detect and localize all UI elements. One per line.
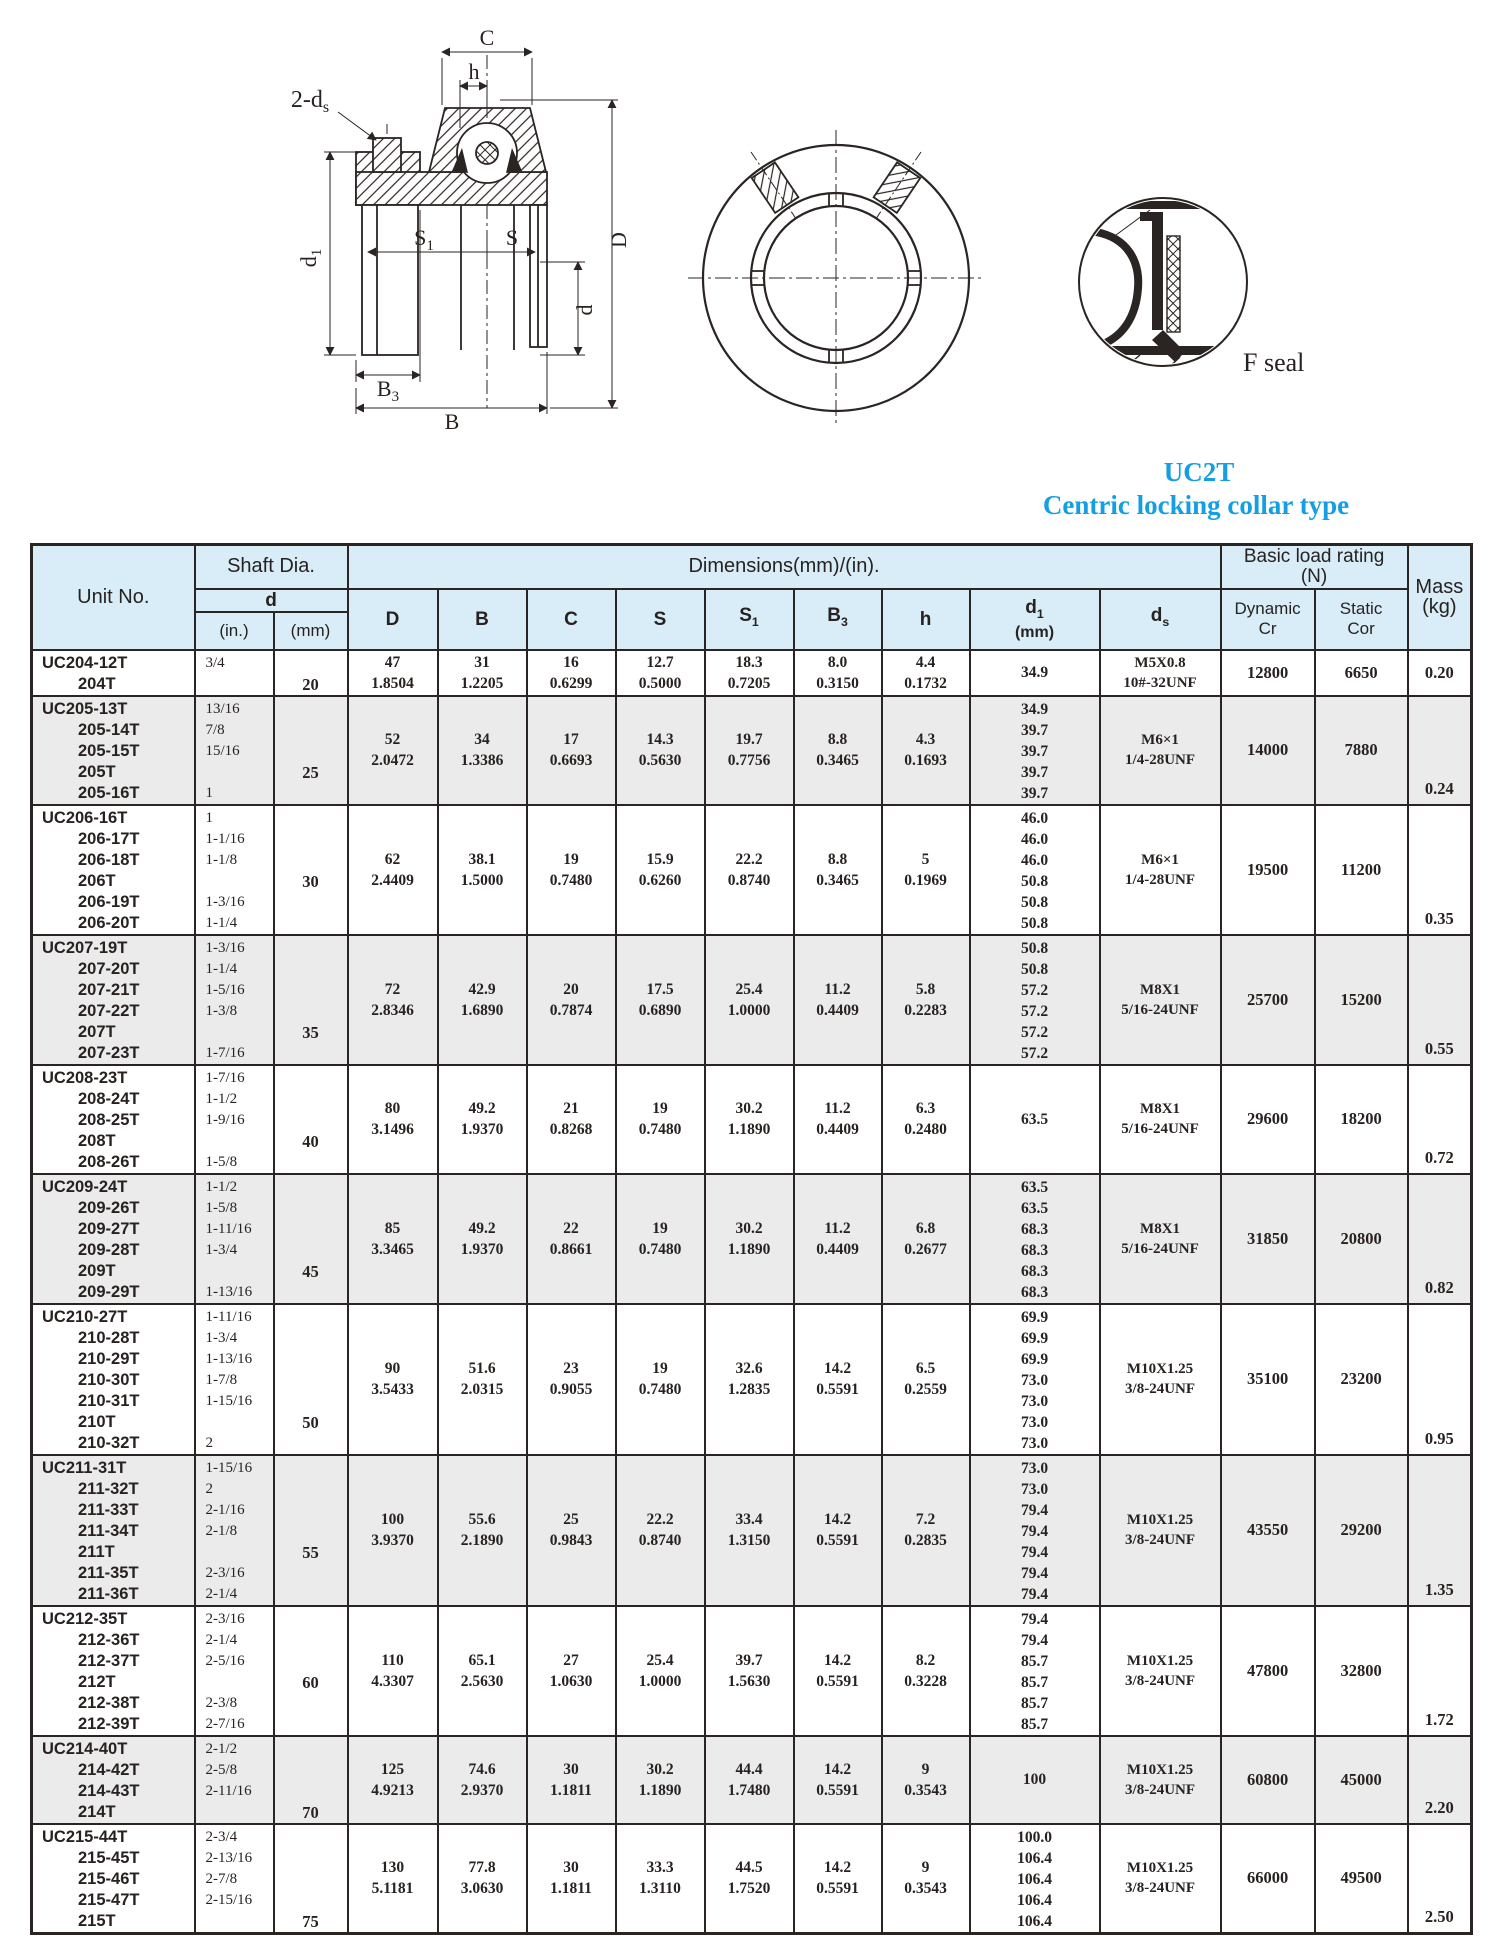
col-header-static-cor: Static Cor: [1315, 589, 1408, 650]
dim-label-C: C: [479, 25, 495, 50]
static-cor-cell: 7880: [1315, 696, 1408, 805]
dim-B-cell: 49.2 1.9370: [438, 1174, 527, 1304]
dim-S1-cell: 18.3 0.7205: [705, 650, 794, 696]
table-row-group-UC212-35T: [32, 1606, 1472, 1736]
dim-S-cell: 25.4 1.0000: [616, 1606, 705, 1736]
dim-D-cell: 125 4.9213: [348, 1736, 438, 1824]
shaft-dia-mm-cell: 70: [274, 1736, 348, 1824]
shaft-dia-mm-cell: 45: [274, 1174, 348, 1304]
dim-C-cell: 30 1.1811: [527, 1824, 616, 1934]
dim-S-cell: 14.3 0.5630: [616, 696, 705, 805]
table-row-group-UC210-27T: [32, 1304, 1472, 1455]
shaft-dia-mm-cell: 50: [274, 1304, 348, 1455]
mass-cell: 2.20: [1408, 1736, 1472, 1824]
mass-cell: 0.24: [1408, 696, 1472, 805]
shaft-dia-in-cell: 2-3/4 2-13/16 2-7/8 2-15/16: [195, 1824, 274, 1934]
dim-S-cell: 30.2 1.1890: [616, 1736, 705, 1824]
shaft-dia-in-cell: 2-1/2 2-5/8 2-11/16: [195, 1736, 274, 1824]
dim-ds-cell: M8X1 5/16-24UNF: [1100, 1065, 1221, 1174]
dim-C-cell: 23 0.9055: [527, 1304, 616, 1455]
dim-d1-cell: 63.5 63.5 68.3 68.3 68.3 68.3: [970, 1174, 1100, 1304]
dim-d1-cell: 100.0 106.4 106.4 106.4 106.4: [970, 1824, 1100, 1934]
unit-no-cell: UC205-13T 205-14T 205-15T 205T 205-16T: [32, 696, 195, 805]
static-cor-cell: 29200: [1315, 1455, 1408, 1606]
dim-d1-cell: 34.9: [970, 650, 1100, 696]
dim-S1-cell: 25.4 1.0000: [705, 935, 794, 1065]
dim-label-B: B: [444, 409, 460, 434]
dim-ds-cell: M10X1.25 3/8-24UNF: [1100, 1304, 1221, 1455]
dim-h-cell: 6.3 0.2480: [882, 1065, 970, 1174]
dim-D-cell: 80 3.1496: [348, 1065, 438, 1174]
cross-section-view: [356, 55, 547, 408]
dynamic-cr-cell: 60800: [1221, 1736, 1315, 1824]
shaft-dia-mm-cell: 25: [274, 696, 348, 805]
dim-B3-cell: 14.2 0.5591: [794, 1455, 882, 1606]
table-row-group-UC214-40T: [32, 1736, 1472, 1824]
table-row-group-UC211-31T: [32, 1455, 1472, 1606]
col-header-shaft-dia: Shaft Dia.: [195, 545, 348, 589]
dim-S1-cell: 30.2 1.1890: [705, 1174, 794, 1304]
dim-label-h: h: [468, 59, 480, 84]
dim-S1-cell: 30.2 1.1890: [705, 1065, 794, 1174]
dim-d1-cell: 50.8 50.8 57.2 57.2 57.2 57.2: [970, 935, 1100, 1065]
col-header-d: d: [195, 589, 348, 612]
table-row-group-UC207-19T: [32, 935, 1472, 1065]
dim-C-cell: 17 0.6693: [527, 696, 616, 805]
series-type-name: Centric locking collar type: [1042, 490, 1350, 520]
dim-d1-cell: 46.0 46.0 46.0 50.8 50.8 50.8: [970, 805, 1100, 935]
col-header-mass: Mass (kg): [1408, 545, 1472, 650]
dim-B-cell: 55.6 2.1890: [438, 1455, 527, 1606]
unit-no-cell: UC207-19T 207-20T 207-21T 207-22T 207T 207-23T: [32, 935, 195, 1065]
dim-B3-cell: 8.0 0.3150: [794, 650, 882, 696]
table-row-group-UC215-44T: [32, 1824, 1472, 1934]
unit-no-cell: UC208-23T 208-24T 208-25T 208T 208-26T: [32, 1065, 195, 1174]
dim-C-cell: 20 0.7874: [527, 935, 616, 1065]
mass-cell: 0.20: [1408, 650, 1472, 696]
dim-D-cell: 90 3.5433: [348, 1304, 438, 1455]
col-header-C: C: [527, 589, 616, 650]
dim-S1-cell: 19.7 0.7756: [705, 696, 794, 805]
static-cor-cell: 49500: [1315, 1824, 1408, 1934]
shaft-dia-mm-cell: 60: [274, 1606, 348, 1736]
col-header-h: h: [882, 589, 970, 650]
dim-C-cell: 21 0.8268: [527, 1065, 616, 1174]
shaft-dia-in-cell: 1-15/16 2 2-1/16 2-1/8 2-3/16 2-1/4: [195, 1455, 274, 1606]
dim-B3-cell: 14.2 0.5591: [794, 1606, 882, 1736]
dim-h-cell: 7.2 0.2835: [882, 1455, 970, 1606]
unit-no-cell: UC212-35T 212-36T 212-37T 212T 212-38T 212-39T: [32, 1606, 195, 1736]
mass-cell: 0.95: [1408, 1304, 1472, 1455]
dim-S-cell: 19 0.7480: [616, 1065, 705, 1174]
dim-ds-cell: M10X1.25 3/8-24UNF: [1100, 1455, 1221, 1606]
col-header-dynamic-cr: Dynamic Cr: [1221, 589, 1315, 650]
dynamic-cr-cell: 35100: [1221, 1304, 1315, 1455]
dim-S1-cell: 32.6 1.2835: [705, 1304, 794, 1455]
table-row-group-UC208-23T: [32, 1065, 1472, 1174]
unit-no-cell: UC211-31T 211-32T 211-33T 211-34T 211T 211-35T 211-36T: [32, 1455, 195, 1606]
dim-S-cell: 33.3 1.3110: [616, 1824, 705, 1934]
dim-label-S: S: [505, 225, 519, 250]
set-screw-left: [739, 144, 806, 225]
dim-B-cell: 42.9 1.6890: [438, 935, 527, 1065]
shaft-dia-in-cell: 13/16 7/8 15/16 1: [195, 696, 274, 805]
dim-d1-cell: 73.0 73.0 79.4 79.4 79.4 79.4 79.4: [970, 1455, 1100, 1606]
dim-label-S1: $S_1$: [414, 225, 434, 254]
shaft-dia-mm-cell: 30: [274, 805, 348, 935]
dim-B-cell: 38.1 1.5000: [438, 805, 527, 935]
dim-d1-cell: 69.9 69.9 69.9 73.0 73.0 73.0 73.0: [970, 1304, 1100, 1455]
dim-h-cell: 4.4 0.1732: [882, 650, 970, 696]
dim-ds-cell: M6×1 1/4-28UNF: [1100, 696, 1221, 805]
seal-label: F seal: [1243, 348, 1305, 377]
col-header-dimensions: Dimensions(mm)/(in).: [348, 545, 1221, 589]
table-row-group-UC206-16T: [32, 805, 1472, 935]
dim-label-d: d: [572, 304, 597, 316]
dim-B-cell: 51.6 2.0315: [438, 1304, 527, 1455]
dim-ds-cell: M5X0.8 10#-32UNF: [1100, 650, 1221, 696]
dim-C-cell: 16 0.6299: [527, 650, 616, 696]
dim-D-cell: 72 2.8346: [348, 935, 438, 1065]
shaft-dia-mm-cell: 55: [274, 1455, 348, 1606]
dim-h-cell: 4.3 0.1693: [882, 696, 970, 805]
dim-h-cell: 9 0.3543: [882, 1824, 970, 1934]
seal-detail-view: [1079, 198, 1304, 385]
dim-label-D: D: [606, 232, 631, 248]
table-row-group-UC205-13T: [32, 696, 1472, 805]
dim-d1-cell: 100: [970, 1736, 1100, 1824]
unit-no-cell: UC209-24T 209-26T 209-27T 209-28T 209T 209-29T: [32, 1174, 195, 1304]
dim-h-cell: 9 0.3543: [882, 1736, 970, 1824]
spec-table: [30, 543, 1473, 1935]
dim-S1-cell: 44.4 1.7480: [705, 1736, 794, 1824]
dim-B3-cell: 11.2 0.4409: [794, 1174, 882, 1304]
dynamic-cr-cell: 43550: [1221, 1455, 1315, 1606]
dim-S1-cell: 44.5 1.7520: [705, 1824, 794, 1934]
front-view: [688, 130, 984, 426]
col-header-ds: $d_s$: [1100, 589, 1221, 650]
dim-ds-cell: M10X1.25 3/8-24UNF: [1100, 1736, 1221, 1824]
dynamic-cr-cell: 66000: [1221, 1824, 1315, 1934]
unit-no-cell: UC206-16T 206-17T 206-18T 206T 206-19T 206-20T: [32, 805, 195, 935]
dim-S1-cell: 39.7 1.5630: [705, 1606, 794, 1736]
dim-C-cell: 30 1.1811: [527, 1736, 616, 1824]
shaft-dia-mm-cell: 20: [274, 650, 348, 696]
dim-B3-cell: 8.8 0.3465: [794, 696, 882, 805]
dim-B-cell: 77.8 3.0630: [438, 1824, 527, 1934]
dim-d1-cell: 63.5: [970, 1065, 1100, 1174]
dim-C-cell: 22 0.8661: [527, 1174, 616, 1304]
dim-B-cell: 49.2 1.9370: [438, 1065, 527, 1174]
col-header-mm: (mm): [274, 612, 348, 650]
dim-label-2ds: $2-d_s$: [290, 87, 330, 116]
spec-table-wrap: [30, 543, 1473, 1935]
dim-d1-cell: 79.4 79.4 85.7 85.7 85.7 85.7: [970, 1606, 1100, 1736]
mass-cell: 1.35: [1408, 1455, 1472, 1606]
dim-ds-cell: M8X1 5/16-24UNF: [1100, 935, 1221, 1065]
dim-label-d1: $d_1$: [296, 248, 325, 268]
static-cor-cell: 6650: [1315, 650, 1408, 696]
dim-h-cell: 6.8 0.2677: [882, 1174, 970, 1304]
col-header-D: D: [348, 589, 438, 650]
shaft-dia-in-cell: 3/4: [195, 650, 274, 696]
dim-D-cell: 52 2.0472: [348, 696, 438, 805]
dim-D-cell: 85 3.3465: [348, 1174, 438, 1304]
mass-cell: 0.72: [1408, 1065, 1472, 1174]
dynamic-cr-cell: 12800: [1221, 650, 1315, 696]
dim-B3-cell: 11.2 0.4409: [794, 935, 882, 1065]
dim-B3-cell: 11.2 0.4409: [794, 1065, 882, 1174]
dim-B3-cell: 14.2 0.5591: [794, 1736, 882, 1824]
dim-C-cell: 25 0.9843: [527, 1455, 616, 1606]
dim-B-cell: 34 1.3386: [438, 696, 527, 805]
col-header-B3: $B_3$: [794, 589, 882, 650]
dim-B3-cell: 8.8 0.3465: [794, 805, 882, 935]
mass-cell: 1.72: [1408, 1606, 1472, 1736]
dynamic-cr-cell: 19500: [1221, 805, 1315, 935]
dim-B3-cell: 14.2 0.5591: [794, 1824, 882, 1934]
dim-D-cell: 130 5.1181: [348, 1824, 438, 1934]
dim-B3-cell: 14.2 0.5591: [794, 1304, 882, 1455]
dim-ds-cell: M6×1 1/4-28UNF: [1100, 805, 1221, 935]
dynamic-cr-cell: 31850: [1221, 1174, 1315, 1304]
col-header-unit-no: Unit No.: [32, 545, 195, 650]
dim-h-cell: 8.2 0.3228: [882, 1606, 970, 1736]
set-screw-right: [865, 144, 932, 225]
static-cor-cell: 23200: [1315, 1304, 1408, 1455]
static-cor-cell: 45000: [1315, 1736, 1408, 1824]
col-header-S1: $S_1$: [705, 589, 794, 650]
dim-S-cell: 22.2 0.8740: [616, 1455, 705, 1606]
mass-cell: 0.82: [1408, 1174, 1472, 1304]
series-title: [1043, 457, 1349, 520]
dim-ds-cell: M10X1.25 3/8-24UNF: [1100, 1824, 1221, 1934]
mass-cell: 2.50: [1408, 1824, 1472, 1934]
dim-S-cell: 19 0.7480: [616, 1304, 705, 1455]
dim-ds-cell: M10X1.25 3/8-24UNF: [1100, 1606, 1221, 1736]
table-row-group-UC204-12T: [32, 650, 1472, 696]
dim-B-cell: 74.6 2.9370: [438, 1736, 527, 1824]
dim-d1-cell: 34.9 39.7 39.7 39.7 39.7: [970, 696, 1100, 805]
dynamic-cr-cell: 29600: [1221, 1065, 1315, 1174]
table-row-group-UC209-24T: [32, 1174, 1472, 1304]
dim-S1-cell: 22.2 0.8740: [705, 805, 794, 935]
bearing-drawing: [0, 0, 1497, 540]
dynamic-cr-cell: 14000: [1221, 696, 1315, 805]
dim-ds-cell: M8X1 5/16-24UNF: [1100, 1174, 1221, 1304]
spec-table-head: [32, 545, 1472, 650]
unit-no-cell: UC204-12T 204T: [32, 650, 195, 696]
dim-D-cell: 62 2.4409: [348, 805, 438, 935]
shaft-dia-mm-cell: 75: [274, 1824, 348, 1934]
dim-C-cell: 19 0.7480: [527, 805, 616, 935]
dynamic-cr-cell: 47800: [1221, 1606, 1315, 1736]
col-header-B: B: [438, 589, 527, 650]
dynamic-cr-cell: 25700: [1221, 935, 1315, 1065]
unit-no-cell: UC215-44T 215-45T 215-46T 215-47T 215T: [32, 1824, 195, 1934]
static-cor-cell: 32800: [1315, 1606, 1408, 1736]
mass-cell: 0.55: [1408, 935, 1472, 1065]
static-cor-cell: 15200: [1315, 935, 1408, 1065]
dim-S-cell: 19 0.7480: [616, 1174, 705, 1304]
shaft-dia-in-cell: 2-3/16 2-1/4 2-5/16 2-3/8 2-7/16: [195, 1606, 274, 1736]
series-model: UC2T: [1163, 457, 1235, 487]
mass-cell: 0.35: [1408, 805, 1472, 935]
dim-B-cell: 65.1 2.5630: [438, 1606, 527, 1736]
dim-S1-cell: 33.4 1.3150: [705, 1455, 794, 1606]
static-cor-cell: 18200: [1315, 1065, 1408, 1174]
shaft-dia-mm-cell: 35: [274, 935, 348, 1065]
col-header-in: (in.): [195, 612, 274, 650]
unit-no-cell: UC210-27T 210-28T 210-29T 210-30T 210-31T 210T 210-32T: [32, 1304, 195, 1455]
col-header-S: S: [616, 589, 705, 650]
shaft-dia-in-cell: 1-1/2 1-5/8 1-11/16 1-3/4 1-13/16: [195, 1174, 274, 1304]
dim-C-cell: 27 1.0630: [527, 1606, 616, 1736]
shaft-dia-in-cell: 1 1-1/16 1-1/8 1-3/16 1-1/4: [195, 805, 274, 935]
dim-D-cell: 47 1.8504: [348, 650, 438, 696]
spec-table-body: [32, 650, 1472, 1934]
dim-h-cell: 6.5 0.2559: [882, 1304, 970, 1455]
unit-no-cell: UC214-40T 214-42T 214-43T 214T: [32, 1736, 195, 1824]
dim-S-cell: 17.5 0.6890: [616, 935, 705, 1065]
dim-D-cell: 110 4.3307: [348, 1606, 438, 1736]
static-cor-cell: 20800: [1315, 1174, 1408, 1304]
col-header-basic-load: Basic load rating (N): [1221, 545, 1408, 589]
dim-label-B3: $B_3$: [376, 376, 400, 405]
shaft-dia-in-cell: 1-7/16 1-1/2 1-9/16 1-5/8: [195, 1065, 274, 1174]
shaft-dia-mm-cell: 40: [274, 1065, 348, 1174]
dim-h-cell: 5.8 0.2283: [882, 935, 970, 1065]
shaft-dia-in-cell: 1-11/16 1-3/4 1-13/16 1-7/8 1-15/16 2: [195, 1304, 274, 1455]
shaft-dia-in-cell: 1-3/16 1-1/4 1-5/16 1-3/8 1-7/16: [195, 935, 274, 1065]
static-cor-cell: 11200: [1315, 805, 1408, 935]
dim-h-cell: 5 0.1969: [882, 805, 970, 935]
dim-S-cell: 12.7 0.5000: [616, 650, 705, 696]
dim-S-cell: 15.9 0.6260: [616, 805, 705, 935]
dim-B-cell: 31 1.2205: [438, 650, 527, 696]
dim-D-cell: 100 3.9370: [348, 1455, 438, 1606]
col-header-d1: $d_1$ (mm): [970, 589, 1100, 650]
